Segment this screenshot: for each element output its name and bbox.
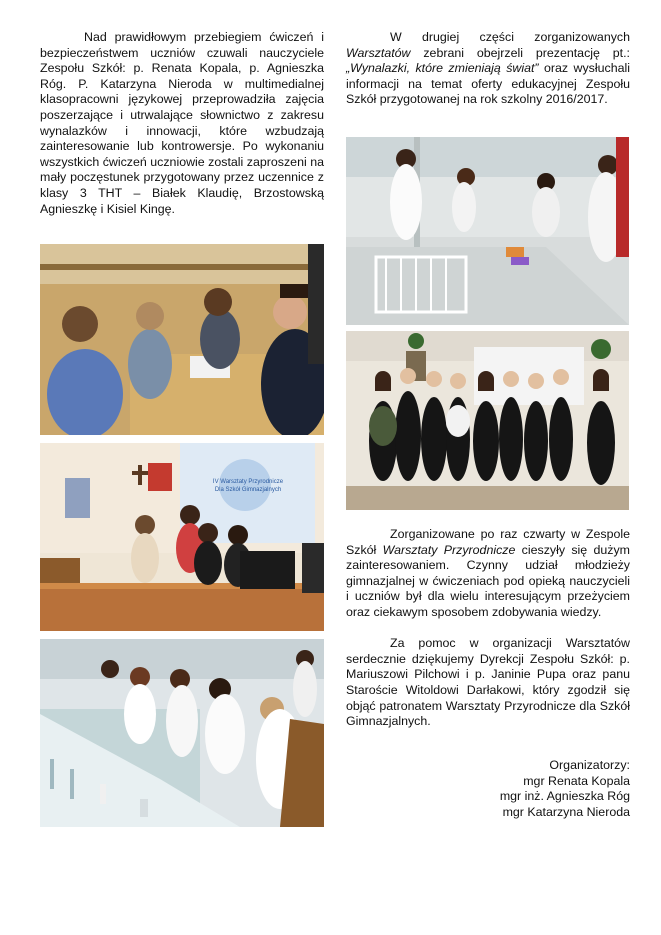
right-text-bottom bbox=[346, 527, 630, 730]
intro-paragraph: Nad prawidłowym przebiegiem ćwiczeń i bezpieczeństwem uczniów czuwali nauczyciele Zespołu Szkół: p. Renata Kopala, p. Agnieszka Róg. P. Katarzyna Nieroda w multimedialnej klasopracowni językowej przeprowadziła zajęcia poszerzające i utrwalające słownictwo z zakresu wynalazków i innowacji, które wzbudzają zainteresowanie lub kontrowersje. Po wykonaniu wszystkich ćwiczeń uczniowie zostali zaproszeni na mały poczęstunek przygotowany przez uczennice z klasy 3 THT – Białek Klaudię, Brzostowską Agnieszkę i Kisiel Kingę. bbox=[40, 30, 324, 216]
p1-em-warsztatow: Warsztatów bbox=[346, 45, 411, 60]
p1-lead: W drugiej części zorganizowanych bbox=[390, 30, 630, 44]
photo-group bbox=[346, 331, 629, 510]
right-text-top bbox=[346, 30, 630, 108]
presentation-paragraph bbox=[346, 30, 630, 108]
p2-lead: Zorganizowane po raz czwarty w Zespole Szkół bbox=[346, 527, 630, 557]
signature-name-3: mgr Katarzyna Nieroda bbox=[502, 804, 630, 819]
p2-tail: cieszyły się dużym zainteresowaniem. Czynny udział młodzieży gimnazjalnej w ćwiczeniach pod opieką nauczycieli i uczniów był dla wielu interesującym przeżyciem oraz ciekawym sposobem zdobywania wiedzy. bbox=[346, 542, 630, 619]
p1-mid: zebrani obejrzeli prezentację pt.: bbox=[410, 45, 630, 60]
signature-name-1: mgr Renata Kopala bbox=[523, 773, 630, 788]
screen-caption-line2: Dla Szkół Gimnazjalnych bbox=[214, 487, 282, 493]
signature-block bbox=[346, 758, 630, 820]
summary-paragraph bbox=[346, 527, 630, 621]
p1-tail: oraz wysłuchali informacji na temat oferty edukacyjnej Zespołu Szkół przygotowanej na rok szkolny 2016/2017. bbox=[346, 61, 630, 107]
p2-em: Warsztaty Przyrodnicze bbox=[382, 542, 516, 557]
p1-em-title: „Wynalazki, które zmieniają świat” bbox=[346, 61, 539, 76]
signature-heading: Organizatorzy: bbox=[549, 758, 630, 772]
photo-presentation-room bbox=[40, 443, 324, 631]
screen-caption-line1: IV Warsztaty Przyrodnicze bbox=[212, 479, 284, 485]
signature-name-2: mgr inż. Agnieszka Róg bbox=[499, 789, 630, 804]
photo-chemistry-lab bbox=[346, 137, 629, 325]
photo-students-at-table bbox=[40, 244, 324, 435]
photo-lab-students bbox=[40, 639, 324, 827]
thanks-paragraph: Za pomoc w organizacji Warsztatów serdecznie dziękujemy Dyrekcji Zespołu Szkół: p. Mariuszowi Pilchowi i p. Janinie Pupa oraz panu Staroście Witoldowi Darłakowi, który zgodził się objąć patronatem Warsztaty Przyrodnicze dla Szkół Gimnazjalnych. bbox=[346, 636, 630, 729]
left-text-column bbox=[40, 30, 324, 217]
